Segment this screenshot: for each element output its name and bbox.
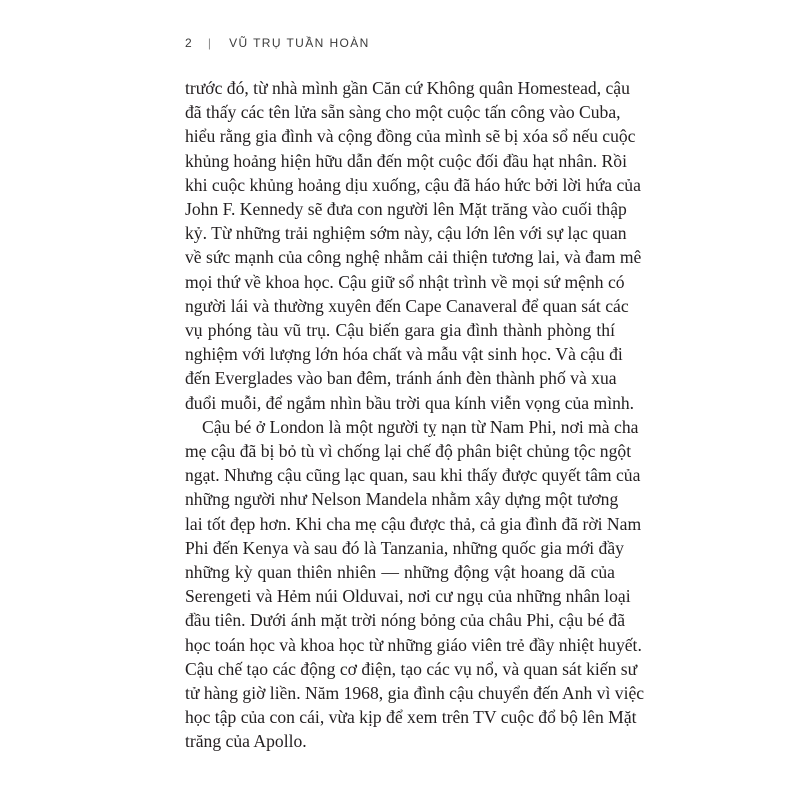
paragraph [185, 415, 645, 754]
text-line: học tập của con cái, vừa kịp để xem trên TV cuộc đổ bộ lên Mặt [185, 707, 637, 728]
paragraph [185, 76, 642, 415]
text-line: vụ phóng tàu vũ trụ. Cậu biến gara gia đình thành phòng thí [185, 320, 615, 341]
text-line: học toán học và khoa học từ những giáo viên trẻ đầy nhiệt huyết. [185, 634, 642, 655]
text-line: người lái và thường xuyên đến Cape Canaveral để quan sát các [185, 295, 629, 316]
text-line: trăng của Apollo. [185, 731, 307, 752]
text-line: tử hàng giờ liền. Năm 1968, gia đình cậu chuyển đến Anh vì việc [185, 683, 645, 704]
text-line: mẹ cậu đã bị bỏ tù vì chống lại chế độ phân biệt chủng tộc ngột [185, 441, 632, 462]
header-separator: | [207, 36, 213, 50]
text-line: John F. Kennedy sẽ đưa con người lên Mặt trăng vào cuối thập [185, 199, 627, 220]
running-header [185, 36, 370, 50]
text-line: Cậu chế tạo các động cơ điện, tạo các vụ nổ, và quan sát kiến sư [185, 658, 638, 679]
text-line: về sức mạnh của công nghệ nhằm cải thiện tương lai, và đam mê [185, 247, 642, 268]
text-line: những kỳ quan thiên nhiên — những động vật hoang dã của [185, 562, 615, 583]
text-line: Cậu bé ở London là một người tỵ nạn từ Nam Phi, nơi mà cha [202, 416, 639, 437]
text-line: đến Everglades vào ban đêm, tránh ánh đèn thành phố và xua [185, 368, 617, 389]
text-line: lai tốt đẹp hơn. Khi cha mẹ cậu được thả, cả gia đình đã rời Nam [185, 513, 642, 534]
text-line: những người như Nelson Mandela nhằm xây dựng một tương [185, 489, 619, 510]
text-line: khi cuộc khủng hoảng dịu xuống, cậu đã háo hức bởi lời hứa của [185, 174, 641, 195]
text-line: mọi thứ về khoa học. Cậu giữ sổ nhật trình về mọi sứ mệnh có [185, 271, 625, 292]
text-line: kỷ. Từ những trải nghiệm sớm này, cậu lớn lên với sự lạc quan [185, 223, 627, 244]
text-line: đuổi muỗi, để ngắm nhìn bầu trời qua kính viễn vọng của mình. [185, 392, 635, 413]
text-line: Phi đến Kenya và sau đó là Tanzania, những quốc gia mới đầy [185, 537, 624, 558]
text-line: trước đó, từ nhà mình gần Căn cứ Không quân Homestead, cậu [185, 78, 630, 98]
page-number: 2 [185, 36, 194, 50]
running-title: VŨ TRỤ TUẦN HOÀN [229, 36, 370, 50]
text-line: khủng hoảng hiện hữu dẫn đến một cuộc đối đầu hạt nhân. Rồi [185, 150, 627, 171]
text-line: đã thấy các tên lửa sẵn sàng cho một cuộc tấn công vào Cuba, [185, 102, 621, 123]
text-line: Serengeti và Hẻm núi Olduvai, nơi cư ngụ của những nhân loại [185, 586, 631, 607]
text-line: nghiệm với lượng lớn hóa chất và mẫu vật sinh học. Và cậu đi [185, 344, 623, 365]
text-line: ngạt. Nhưng cậu cũng lạc quan, sau khi thấy được quyết tâm của [185, 465, 641, 486]
body-text [185, 76, 645, 754]
text-line: đầu tiên. Dưới ánh mặt trời nóng bỏng của châu Phi, cậu bé đã [185, 610, 626, 631]
text-line: hiểu rằng gia đình và cộng đồng của mình sẽ bị xóa sổ nếu cuộc [185, 126, 636, 147]
